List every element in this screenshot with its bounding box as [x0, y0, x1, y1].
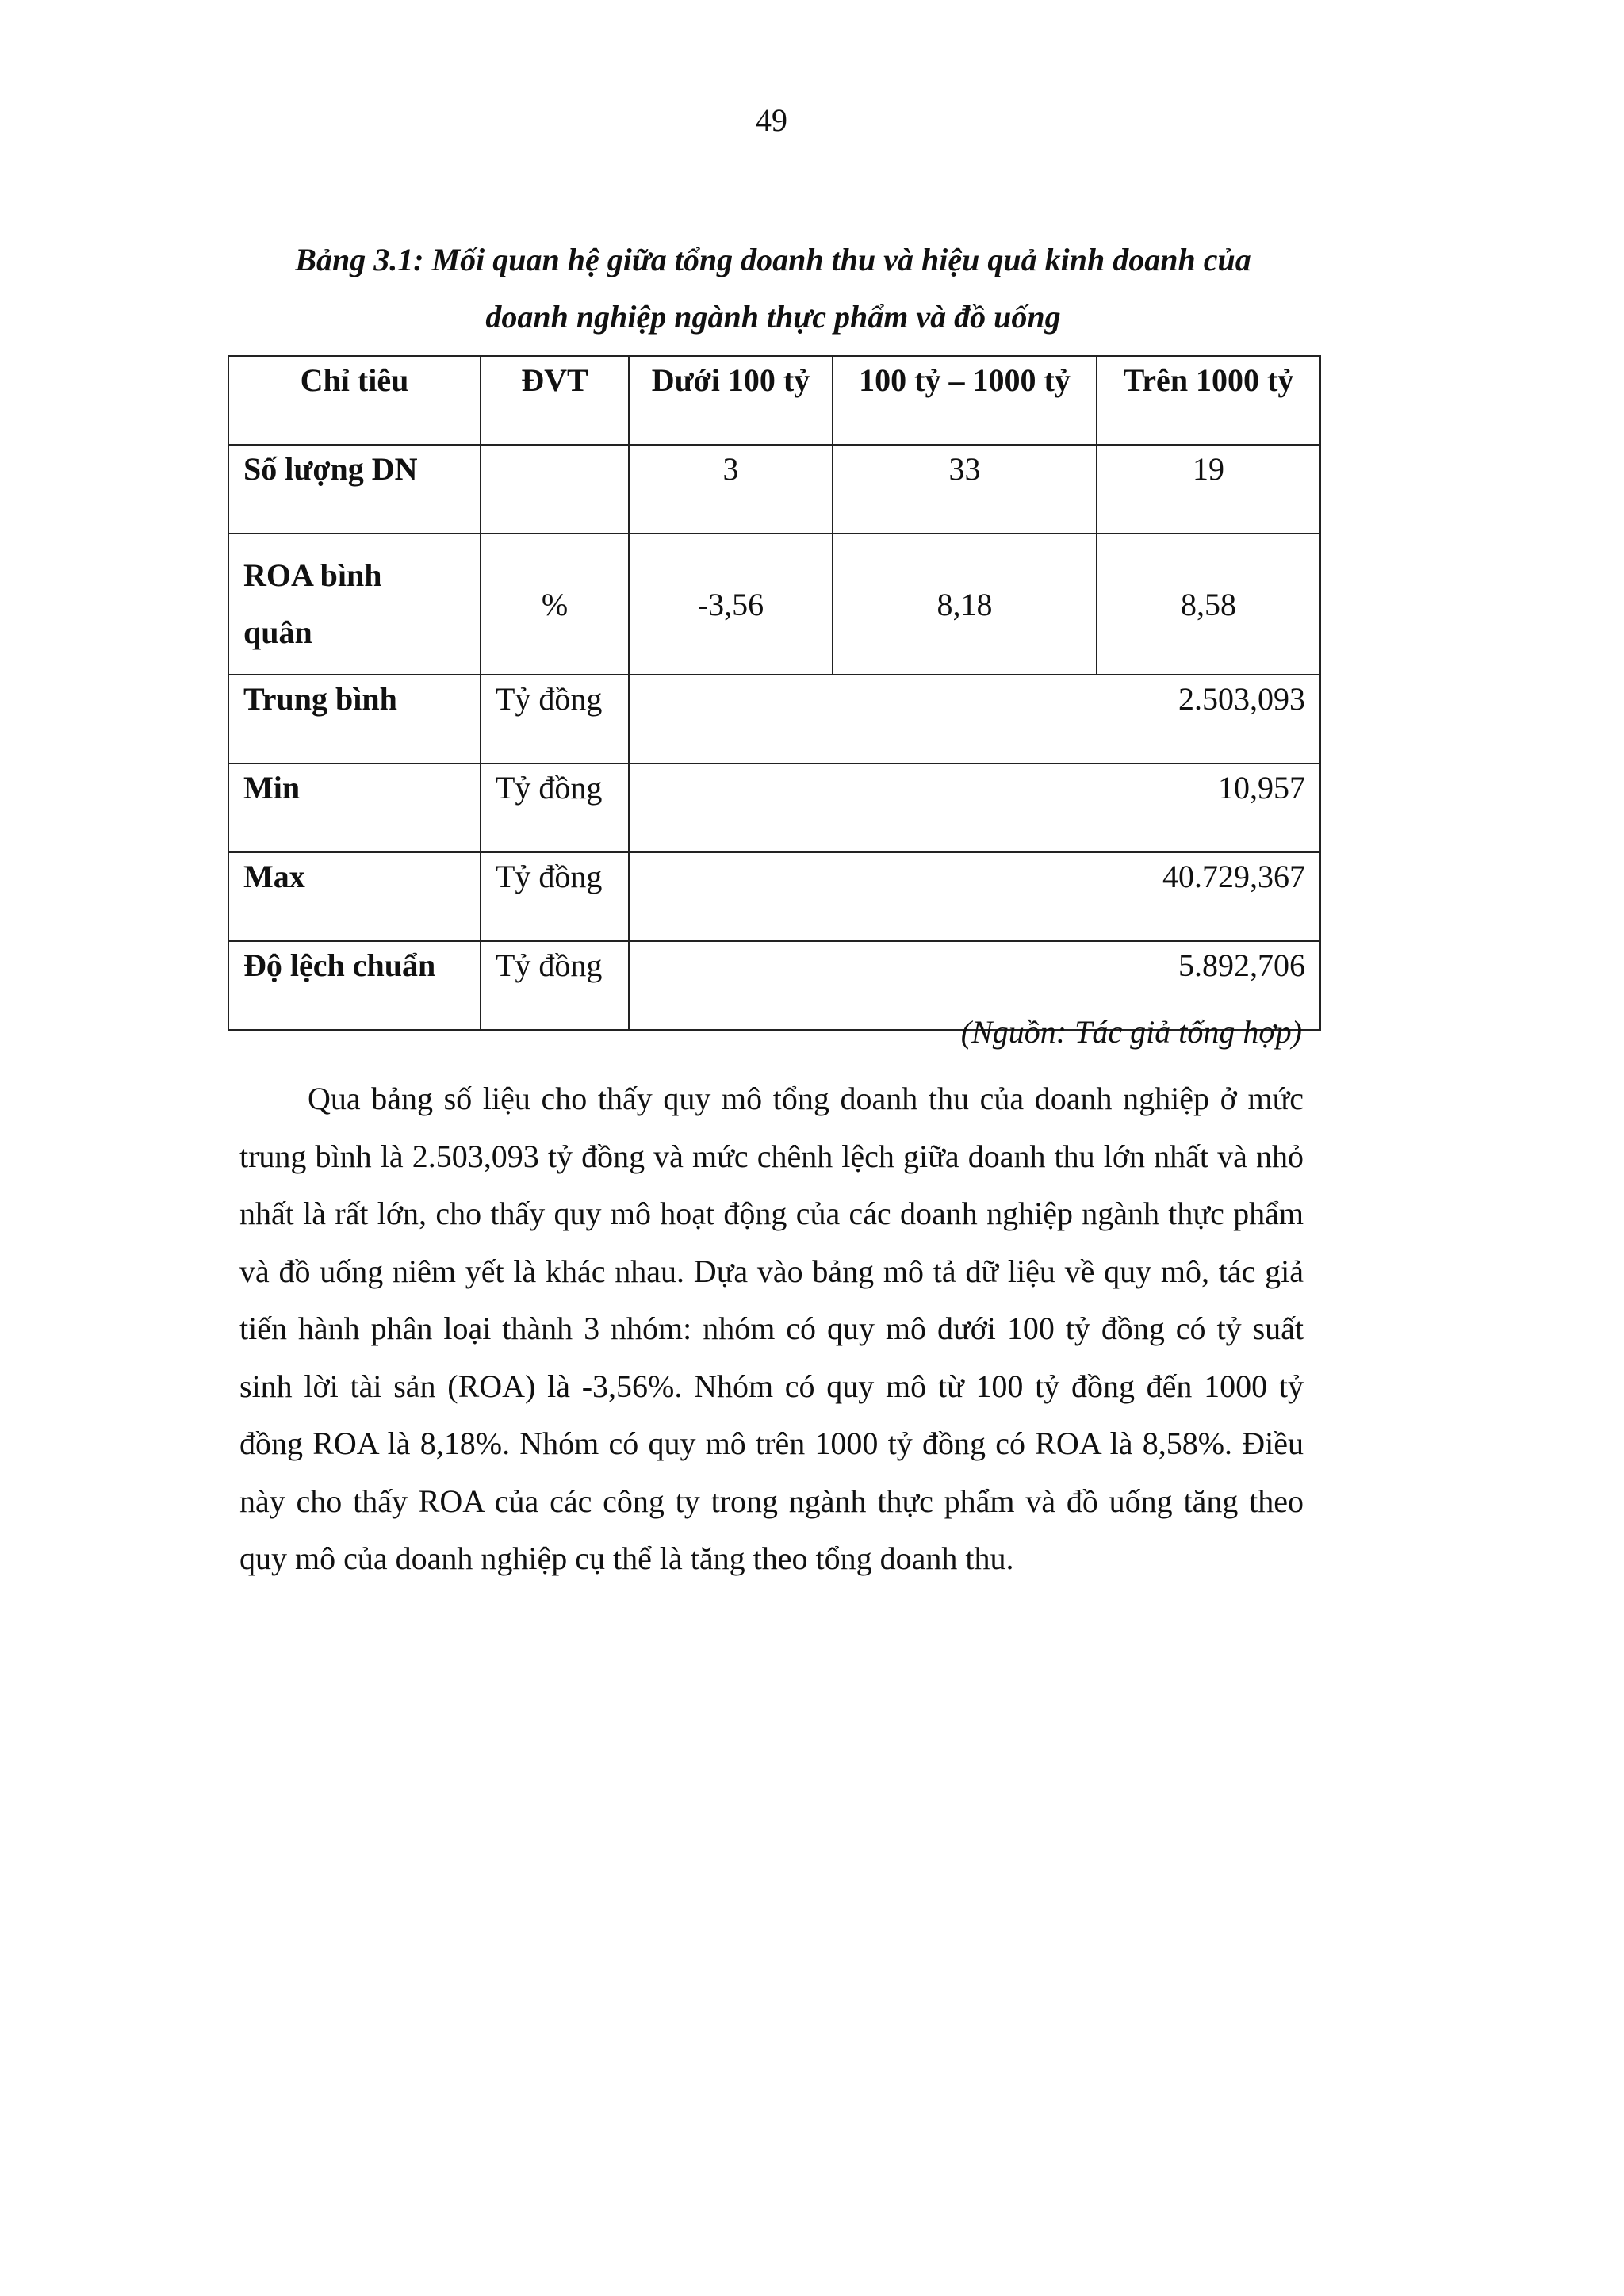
table-row	[228, 763, 1320, 852]
table-header-row	[228, 356, 1320, 445]
table-row	[228, 534, 1320, 675]
table-source-note: (Nguồn: Tác giả tổng hợp)	[960, 1014, 1302, 1050]
row-unit: Tỷ đồng	[481, 675, 629, 763]
cell-value: 5.892,706	[629, 941, 1320, 1030]
row-label: Min	[228, 763, 481, 852]
cell-value: 10,957	[629, 763, 1320, 852]
cell-value: 2.503,093	[629, 675, 1320, 763]
roa-label-line-2: quân	[243, 614, 312, 650]
header-indicator: Chỉ tiêu	[228, 356, 481, 445]
row-unit: Tỷ đồng	[481, 763, 629, 852]
header-under-100: Dưới 100 tỷ	[629, 356, 833, 445]
cell-value: 40.729,367	[629, 852, 1320, 941]
cell-value: 33	[833, 445, 1097, 534]
row-unit: %	[481, 534, 629, 675]
row-unit: Tỷ đồng	[481, 941, 629, 1030]
page-number: 49	[756, 102, 787, 138]
roa-label-line-1: ROA bình	[243, 557, 382, 593]
row-label: Trung bình	[228, 675, 481, 763]
row-label-roa	[228, 534, 481, 675]
row-label: Độ lệch chuẩn	[228, 941, 481, 1030]
body-paragraph: Qua bảng số liệu cho thấy quy mô tổng doanh thu của doanh nghiệp ở mức trung bình là 2.503,093 tỷ đồng và mức chênh lệch giữa doanh thu lớn nhất và nhỏ nhất là rất lớn, cho thấy quy mô hoạt động của các doanh nghiệp ngành thực phẩm và đồ uống niêm yết là khác nhau. Dựa vào bảng mô tả dữ liệu về quy mô, tác giả tiến hành phân loại thành 3 nhóm: nhóm có quy mô dưới 100 tỷ đồng có tỷ suất sinh lời tài sản (ROA) là -3,56%. Nhóm có quy mô từ 100 tỷ đồng đến 1000 tỷ đồng ROA là 8,18%. Nhóm có quy mô trên 1000 tỷ đồng có ROA là 8,58%. Điều này cho thấy ROA của các công ty trong ngành thực phẩm và đồ uống tăng theo quy mô của doanh nghiệp cụ thể là tăng theo tổng doanh thu.	[239, 1081, 1304, 1576]
caption-line-2: doanh nghiệp ngành thực phẩm và đồ uống	[485, 299, 1061, 335]
cell-value: 8,58	[1097, 534, 1320, 675]
row-label-count: Số lượng DN	[228, 445, 481, 534]
row-unit	[481, 445, 629, 534]
header-100-1000: 100 tỷ – 1000 tỷ	[833, 356, 1097, 445]
table-row	[228, 675, 1320, 763]
cell-value: 8,18	[833, 534, 1097, 675]
header-unit: ĐVT	[481, 356, 629, 445]
table-row	[228, 852, 1320, 941]
row-unit: Tỷ đồng	[481, 852, 629, 941]
row-label: Max	[228, 852, 481, 941]
cell-value: 3	[629, 445, 833, 534]
table-caption	[230, 232, 1316, 346]
table-row	[228, 445, 1320, 534]
cell-value: -3,56	[629, 534, 833, 675]
header-over-1000: Trên 1000 tỷ	[1097, 356, 1320, 445]
revenue-performance-table	[228, 355, 1321, 1031]
caption-line-1: Bảng 3.1: Mối quan hệ giữa tổng doanh thu và hiệu quả kinh doanh của	[295, 242, 1251, 277]
cell-value: 19	[1097, 445, 1320, 534]
